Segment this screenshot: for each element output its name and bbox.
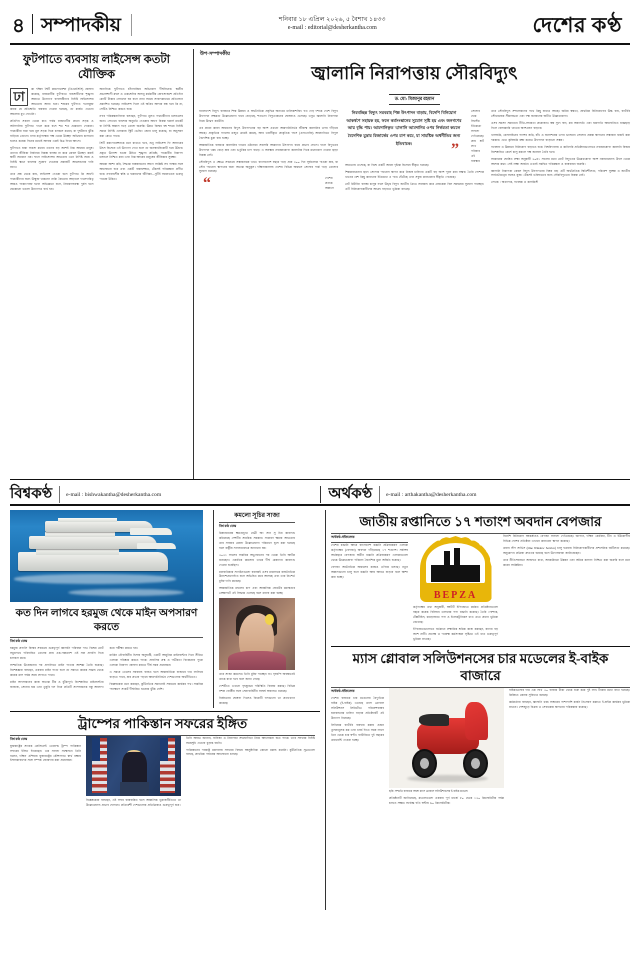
world-side-body-cont xyxy=(219,672,295,706)
paragraph: বিশ্লেষকেরা মনে করছেন, কূটনৈতিক সমাধানই সবচেয়ে কার্যকর পথ। সামরিক পদক্ষেপে সংকট দীর্ঘায়িত হওয়ার ঝুঁকি বেশি। xyxy=(109,681,203,691)
naval-warships-photo xyxy=(10,510,203,602)
paragraph: দেশের প্রত্যন্ত অঞ্চলে সোলার হোম সিস্টেম ইতিমধ্যে সাফল্য দেখিয়েছে। প্রায় ষাট লাখ পরিবার এই ব্যবস্থার আওতায় এসেছে, যা বিশ্বে একটি অনন্য দৃষ্টান্ত হিসেবে স্বীকৃত হয়েছে। xyxy=(325,109,484,191)
e-bike-caption: ছবি: সম্প্রতি বাজারে আসা ম্যাস গ্লোবাল সলিউশনসের ই-বাইক মডেল। xyxy=(389,789,469,794)
paragraph: কর্মকর্তারা বলছেন, জ্বালানি খরচ সাশ্রয়ের পাশাপাশি কার্বন নিঃসরণ কমাতে ই-বাইক কার্যকর ভূমিকা রাখবে। দেশজুড়ে বিক্রয় ও সেবাকেন্দ্র স্থাপনের পরিকল্পনা রয়েছে। xyxy=(509,700,630,710)
paragraph: সাম্প্রতিক উত্তেজনার পর প্রণালিতে মাইন পাতার আশঙ্কা তৈরি হয়েছে। বিশেষজ্ঞরা বলছেন, একবার মাইন পাতা হলে তা সরাতে কয়েক সপ্তাহ থেকে কয়েক মাস পর্যন্ত সময় লাগতে পারে। xyxy=(10,663,104,677)
section-divider xyxy=(59,486,60,503)
paragraph: খাসজমি, রেললাইনের পাশের জমি, বাঁধ ও জলাশয়ের ওপর ভাসমান সোলার প্রকল্প স্থাপনের সম্ভাবনা যাচাই করা দরকার। এতে কৃষিজমি রক্ষা করেও উৎপাদন বাড়ানো সম্ভব। xyxy=(491,133,630,142)
pull-quote-text: নিরবচ্ছিন্ন বিদ্যুৎ সরবরাহ শিল্প উৎপাদন বাড়ায়, বিদেশি বিনিয়োগ আকর্ষণে সহায়ক হয়, ফলে কর্মসংস্থানের সুযোগ সৃষ্টি হয় এবং জনগণের আয় বৃদ্ধি পায়। আমদানিকৃত জ্বালানি আমদানির ওপর নির্ভরতা কমলে বৈদেশিক মুদ্রার রিজার্ভের ওপর চাপ কমে, যা সামষ্টিক অর্থনীতির জন্য ইতিবাচক। xyxy=(346,110,462,146)
economy-col1 xyxy=(331,534,413,643)
paragraph: বিদেশি বিনিয়োগ আকর্ষণেও বেপজা সাফল্য দেখিয়েছে। জাপান, দক্ষিণ কোরিয়া, চীন ও ইউরোপীয় বিভিন্ন দেশের প্রতিষ্ঠান এখানে কারখানা স্থাপন করেছে। xyxy=(503,534,630,543)
economy-main-reporter: অর্থকণ্ঠ প্রতিবেদক xyxy=(331,535,355,539)
economy-main-headline: জাতীয় রপ্তানিতে ১৭ শতাংশ অবদান বেপজার xyxy=(359,514,602,529)
paragraph: ইপিজেডগুলোতে বর্তমানে লক্ষাধিক শ্রমিক কাজ করছেন, যাদের বড় অংশ নারী। প্রত্যক্ষ ও পরোক্ষ কর্মসংস্থান সৃষ্টিতে এই খাত গুরুত্বপূর্ণ ভূমিকা রাখছে। xyxy=(413,626,498,641)
issue-date: শনিবার ১৮ এপ্রিল ২০২৬, ৫ বৈশাখ ১৪৩৩ xyxy=(278,16,386,24)
paragraph: মিয়ানমারের ক্ষমতাচ্যুত নেত্রী অং সান সু চির কারাদণ্ড কমিয়েছে দেশটির সামরিক সরকার। সাধারণ ক্ষমার আওতায় তার সাজার মেয়াদ উল্লেখযোগ্য পরিমাণে হ্রাস করা হয়েছে বলে রাষ্ট্রীয় সংবাদমাধ্যমে জানানো হয়। xyxy=(219,531,295,550)
section-divider-2 xyxy=(379,486,380,503)
masthead-rule xyxy=(10,43,630,45)
paper-logo: দেশের কণ্ঠ xyxy=(532,13,622,37)
paragraph: অন্যদিকে ফুটপাতে চাঁদাবাজির অভিযোগ দীর্ঘদিনের। স্থানীয় প্রভাবশালী মহল ও একশ্রেণির অসাধু কর্মচারীর যোগসাজশে প্রতিদিন কোটি টাকার লেনদেন হয় বলে নানা সময়ে সংবাদমাধ্যমে প্রতিবেদন প্রকাশিত হয়েছে। লাইসেন্স দিলে এই অবৈধ আদায় বন্ধ হবে কি না, সেটিও নিশ্চিত করতে হবে। xyxy=(99,87,183,112)
paragraph: ফুটপাতে যারা ব্যবসা করেন তাদের বড় অংশই নিম্ন আয়ের মানুষ। তাদের জীবিকা নির্বাহের বিকল্প ব্যবস্থা না করে কেবল উচ্ছেদ করাই স্থায়ী সমাধান নয়। ফলে লাইসেন্সের আওতায় এনে নির্দিষ্ট সময় ও নির্দিষ্ট স্থানে ব্যবসার সুযোগ দেওয়ার প্রস্তাবটি আলোচনার দাবি রাখে। xyxy=(10,145,94,170)
ebike-body3 xyxy=(509,688,630,710)
paragraph: এর প্রধান কারণ আমাদের বিদ্যুৎ উৎপাদনের বড় অংশ এখনো আমদানিনির্ভর জীবাশ্ম জ্বালানির ওপর দাঁড়িয়ে আছে। প্রাকৃতিক গ্যাসের মজুত ক্রমেই কমছে, আর তরলীকৃত প্রাকৃতিক গ্যাস (এলএনজি) আমদানিতে বিপুল বৈদেশিক মুদ্রা ব্যয় হচ্ছে। xyxy=(199,126,338,140)
economy-body2 xyxy=(413,605,498,641)
paragraph: আন্তর্জাতিক মহলের চাপ এবং আঞ্চলিক জোটের মধ্যস্থতার প্রেক্ষাপটে এই সিদ্ধান্ত এসেছে বলে ধারণা করা হচ্ছে। xyxy=(219,586,295,596)
paragraph: পাকিস্তানের পররাষ্ট্র মন্ত্রণালয় সফরের বিষয়ে আনুষ্ঠানিক কোনো মন্তব্য করেনি। কূটনৈতিক সূত্রগুলো বলছে, প্রাথমিক পর্যায়ের আলোচনা চলছে। xyxy=(186,747,315,757)
section-economy-email[interactable]: e-mail : arthakantha@desherkantha.com xyxy=(386,491,477,498)
world-bottom-body2 xyxy=(86,798,181,808)
ebike-photo-col xyxy=(389,688,509,807)
paragraph: নির্বাচনের ঘোষণা দিলেও বিরোধী দলগুলো তা প্রত্যাখ্যান করেছে। xyxy=(219,695,295,705)
economy-section xyxy=(331,510,630,910)
world-bottom-body1 xyxy=(10,744,81,764)
left-editorial-title: ফুটপাতে ব্যবসায় লাইসেন্স কতটা যৌক্তিক xyxy=(23,54,170,81)
section-world-name: বিশ্বকণ্ঠ xyxy=(10,486,53,502)
left-editorial-column xyxy=(10,49,188,479)
paragraph: সৌরবিদ্যুৎ এ ক্ষেত্রে সবচেয়ে সম্ভাবনাময় খাত। বাংলাদেশে বছরে গড়ে প্রায় ৩০০ দিন সূর্যালোক পাওয়া যায়, যা সৌর প্যানেল স্থাপনের জন্য অত্যন্ত অনুকূল। দক্ষিণাঞ্চলসহ দেশের বিভিন্ন অঞ্চলে সোলার পার্ক গড়ে তোলার সুযোগ রয়েছে। xyxy=(199,159,338,174)
trump-podium-photo xyxy=(86,736,181,796)
section-banner-row xyxy=(10,486,630,503)
paragraph: এসব সমস্যা সমাধানে নীতি-সহায়তা প্রয়োজন। স্বল্প সুদে ঋণ, কর অব্যাহতি এবং যন্ত্রপাতি আমদানিতে শুল্কছাড় দিলে বেসরকারি খাতের অংশগ্রহণ বাড়বে। xyxy=(491,121,630,131)
economy-bottom-headline: ম্যাস গ্লোবাল সলিউশনসের চার মডেলের ই-বাইক বাজারে xyxy=(352,651,609,684)
paragraph: মার্কিন নৌবাহিনীর হিসাব অনুযায়ী, একটি আধুনিক মাইনহান্টার দিনে সীমিত এলাকা পরিষ্কার করতে পারে। প্রণালির প্রস্থ ও গভীরতা বিবেচনায় পুরো এলাকা নিরাপদ ঘোষণা করতে দীর্ঘ সময় প্রয়োজন। xyxy=(109,653,203,668)
paragraph: বাংলাদেশ বিদ্যুৎ ব্যবহারে শিল্প উন্নয়ন ও অর্থনৈতিক প্রবৃদ্ধির অন্যতম চালিকাশক্তি। গত দেড় দশকে দেশে বিদ্যুৎ উৎপাদন সক্ষমতা উল্লেখযোগ্য হারে বেড়েছে, শতভাগ বিদ্যুতায়নের ঘোষণাও এসেছে। তবুও জ্বালানি নিরাপত্তা নিয়ে উদ্বেগ কাটেনি। xyxy=(199,109,338,124)
economy-main-row xyxy=(331,534,630,643)
masthead xyxy=(10,8,630,42)
world-main-reporter: বিশ্ব কণ্ঠ ডেস্ক xyxy=(10,639,28,644)
world-bottom-rule xyxy=(10,711,320,712)
economy-body1 xyxy=(331,543,408,579)
paragraph: বেপজা অর্থনৈতিক অঞ্চলের কাজও এগিয়ে চলছে। নতুন অঞ্চলগুলো চালু হলে রপ্তানি আয় আরও বাড়বে বলে আশা করা হচ্ছে। xyxy=(331,564,408,579)
section-bottom-rule xyxy=(10,504,630,506)
editorial-email[interactable]: e-mail : editorial@desherkantha.com xyxy=(287,25,377,32)
world-bottom-row xyxy=(10,736,315,810)
paragraph: দেশের বাজারে চার মডেলের বৈদ্যুতিক বাইক (ই-বাইক) এনেছে ম্যাস গ্লোবাল সলিউশনস লিমিটেড। পরিবেশবান্ধব যানবাহনের চাহিদা বাড়ায় প্রতিষ্ঠানটি এই উদ্যোগ নিয়েছে। xyxy=(331,696,384,721)
ebike-body2 xyxy=(389,796,504,806)
paragraph: নগর পরিকল্পনাবিদরা বলছেন, ফুটপাত মূলত পথচারীদের চলাচলের জন্য। সেখানে ব্যবসার অনুমতি দেওয়ার আগে বিকল্প হকার্স মার্কেট বা নির্দিষ্ট অঞ্চল গড়ে তোলা জরুরি। উন্নত বিশ্বের বহু শহরে নির্দিষ্ট সময়ে নির্দিষ্ট এলাকায় স্ট্রিট ভেন্ডিং জোন চালু রয়েছে, যা অনুসরণ করা যেতে পারে। xyxy=(99,114,183,138)
economy-logo-col xyxy=(413,534,503,643)
world-bottom-body3 xyxy=(186,736,315,758)
paragraph: গবেষণা ও উন্নয়নে বিনিয়োগ বাড়াতে হবে। বিশ্ববিদ্যালয় ও কারিগরি প্রতিষ্ঠানগুলোতে নবায়নযোগ্য জ্বালানি বিষয়ে বিশেষায়িত কোর্স চালু করলে দক্ষ জনবল তৈরি হবে। xyxy=(491,144,631,154)
e-bike-photo xyxy=(389,688,504,788)
economy-col3 xyxy=(503,534,630,643)
world-main-body xyxy=(10,646,203,691)
paragraph: আন্তর্জাতিক বাজারে জ্বালানির দামের ওঠানামা সরাসরি আমাদের উৎপাদন ব্যয়ে প্রভাব ফেলে। ফলে বিদ্যুতের উৎপাদন খরচ বেড়ে যায় এবং ভর্তুকির চাপ বাড়ে। এ অবস্থায় নবায়নযোগ্য জ্বালানির দিকে মনোযোগ দেওয়া ছাড়া বিকল্প নেই। xyxy=(199,142,338,157)
paragraph: তিনি আরও জানান, বাণিজ্য ও নিরাপত্তা সহযোগিতা নিয়ে আলোচনা হতে পারে। তবে সফরের নির্দিষ্ট সময়সূচি এখনো চূড়ান্ত হয়নি। xyxy=(186,735,315,745)
paragraph: দেশের রপ্তানি আয়ে বাংলাদেশ রপ্তানি প্রক্রিয়াকরণ এলাকা কর্তৃপক্ষের (বেপজা) অবদান দাঁড়িয়েছে ১৭ শতাংশ। সর্বশেষ অর্থবছরে বেপজার অধীন রপ্তানি প্রক্রিয়াকরণ এলাকাগুলো থেকে উল্লেখযোগ্য পরিমাণ বৈদেশিক মুদ্রা অর্জিত হয়েছে। xyxy=(331,543,408,562)
paragraph: তবে সৌরবিদ্যুৎ সম্প্রসারণের পথে কিছু বাধাও আছে। জমির স্বল্পতা, প্রাথমিক বিনিয়োগের উচ্চ ব্যয়, ব্যাটারি স্টোরেজের সীমাবদ্ধতা এবং দক্ষ জনবলের ঘাটতি উল্লেখযোগ্য। xyxy=(491,109,630,119)
main-headline: জ্বালানি নিরাপত্তায় সৌরবিদ্যুৎ xyxy=(311,63,518,83)
suu-kyi-photo xyxy=(219,598,295,670)
paragraph: এ সময়ে তেলের সরবরাহ ব্যাহত হলে আন্তর্জাতিক বাজারে দাম লাফিয়ে বাড়তে পারে, যার প্রভাব পড়বে আমদানিনির্ভর দেশগুলোর অর্থনীতিতে। xyxy=(109,669,203,679)
economy-bottom-reporter: অর্থকণ্ঠ প্রতিবেদক xyxy=(331,689,355,694)
byline-wrap xyxy=(199,87,630,105)
world-bottom-col1 xyxy=(10,736,86,810)
world-side-story xyxy=(219,510,295,708)
paragraph: নেট মিটারিং ব্যবস্থা চালুর ফলে উদ্বৃত্ত বিদ্যুৎ জাতীয় গ্রিডে সরবরাহ করে গ্রাহকেরা বিল সমন্বয়ের সুযোগ পাচ্ছেন। এটি বিনিয়োগকারীদের আগ্রহ বাড়াতে ভূমিকা রাখছে। xyxy=(345,182,484,192)
bepza-wordmark: BEPZA xyxy=(433,589,478,601)
world-main-story xyxy=(10,510,208,708)
hairline xyxy=(219,522,295,523)
section-top-rule xyxy=(10,479,630,480)
world-top-row xyxy=(10,510,320,708)
paragraph: ওয়ান স্টপ সার্ভিস (One Window Service) চালু হওয়ায় বিনিয়োগকারীদের প্রশাসনিক জটিলতা কমেছে। অনুমোদন প্রক্রিয়া দ্রুততর হয়েছে বলে উদ্যোক্তারা জানিয়েছেন। xyxy=(503,545,630,555)
paragraph: মানবাধিকার সংগঠনগুলো বরাবরই এসব মামলাকে রাজনৈতিক উদ্দেশ্যপ্রণোদিত বলে অভিহিত করে আসছে এবং তার নিঃশর্ত মুক্তি দাবি করেছে। xyxy=(219,569,295,584)
paragraph: তবে নীতিসহায়তা অব্যাহত রাখা, অবকাঠামো উন্নয়ন এবং শ্রমিক কল্যাণ নিশ্চিত করা জরুরি বলে মনে করেন সংশ্লিষ্টরা। xyxy=(503,557,630,567)
main-editorial-column xyxy=(199,49,630,479)
editorial-kicker: উপ-সম্পাদকীয় xyxy=(200,52,231,57)
page-number: ৪ xyxy=(12,15,25,37)
lower-block xyxy=(10,510,630,910)
paragraph: বাইকগুলোর দাম এক লাখ ২০ হাজার টাকা থেকে শুরু করে দুই লাখ টাকার মধ্যে রাখা হয়েছে। কিস্তিতে কেনার সুবিধাও রয়েছে। xyxy=(509,688,630,698)
world-side-body xyxy=(219,531,295,596)
author-byline: ড. মো: মিজানুর রহমান xyxy=(389,94,441,105)
main-column-divider xyxy=(325,510,326,910)
drop-cap: ঢা xyxy=(10,88,28,105)
world-side-headline: কমলো সূচির সাজা xyxy=(234,512,280,519)
paragraph: প্রতিষ্ঠানটি জানিয়েছে, মডেলগুলো একবার পূর্ণ চার্জে ৮০ থেকে ১২০ কিলোমিটার পর্যন্ত চলতে সক্ষম। সর্বোচ্চ গতি ঘণ্টায় ৬০ কিলোমিটার। xyxy=(389,795,504,805)
economy-bottom-rule xyxy=(331,646,630,647)
world-bottom-col3 xyxy=(186,736,315,810)
paragraph: আমরা আশা করি, সিদ্ধান্ত বাস্তবায়নের আগে সংশ্লিষ্ট সব পক্ষের সঙ্গে আলোচনা হবে এবং একটি বাস্তবসম্মত, টেকসই পরিকল্পনা প্রণীত হবে। নগরবাসীর স্বস্তি ও হকারদের জীবিকা—দুটিই সমানভাবে গুরুত্ব পাওয়া উচিত। xyxy=(99,162,183,182)
quote-open-icon: “ xyxy=(203,175,211,193)
paragraph: সিটি করপোরেশনকে মনে রাখতে হবে, শুধু লাইসেন্স ফি আদায়ের উৎস হিসেবে এই উদ্যোগ দেখা হলে তা জনস্বার্থবিরোধী হয়ে উঠবে। প্রকৃত উদ্দেশ্য হওয়া উচিত শৃঙ্খলা প্রতিষ্ঠা, পথচারীর নিরাপদ চলাচল নিশ্চিত করা এবং নিম্ন আয়ের মানুষের জীবিকার সুরক্ষা। xyxy=(99,140,183,160)
paragraph: বিশ্লেষকেরা বলছেন, এই সফর বাস্তবায়িত হলে আঞ্চলিক ভূরাজনীতিতে তা উল্লেখযোগ্য প্রভাব ফেলবে। প্রতিবেশী দেশগুলোর প্রতিক্রিয়াও গুরুত্বপূর্ণ হবে। xyxy=(86,797,181,807)
paragraph: প্রতিদিন সকাল থেকে রাত পর্যন্ত রাজধানীর প্রধান সড়ক ও অলিগলির ফুটপাত দখল করে বসে শত শত ভ্রাম্যমাণ দোকান। পথচারীরা বাধ্য হয়ে মূল সড়ক দিয়ে চলাচল করেন, যা দুর্ঘটনার ঝুঁকি বাড়িয়ে তোলে। নগর কর্তৃপক্ষের পক্ষ থেকে উচ্ছেদ অভিযান চালানো হলেও কয়েক দিনের মধ্যেই আবার একই চিত্র ফিরে আসে। xyxy=(10,118,94,143)
column-divider xyxy=(213,510,214,708)
section-vertical-divider xyxy=(320,486,321,503)
paragraph: সরকারের ঘোষিত লক্ষ্য অনুযায়ী ২০৪১ সালের মধ্যে মোট বিদ্যুতের উল্লেখযোগ্য অংশ নবায়নযোগ্য উৎস থেকে আসার কথা। সেই লক্ষ্য অর্জনে এখনই সমন্বিত পরিকল্পনা ও বাস্তবায়ন জরুরি। xyxy=(491,156,630,166)
ebike-body1 xyxy=(331,696,384,742)
section-world xyxy=(10,486,312,503)
economy-bottom-story xyxy=(331,650,630,807)
bepza-logo xyxy=(420,536,492,602)
ebike-col1 xyxy=(331,688,389,807)
section-economy-name: অর্থকণ্ঠ xyxy=(328,486,373,502)
world-bottom-headline: ট্রাম্পের পাকিস্তান সফরের ইঙ্গিত xyxy=(77,715,248,731)
section-title: সম্পাদকীয় xyxy=(40,15,121,37)
paragraph: লিথিয়াম ব্যাটারি ব্যবহার করায় ওজন তুলনামূলক কম এবং চার্জ দিতে সময় লাগে তিন থেকে চার ঘণ্টা। ব্যাটারিতে দুই বছরের ওয়ারেন্টি দেওয়া হচ্ছে। xyxy=(331,723,384,742)
hairline xyxy=(10,637,203,638)
column-divider xyxy=(193,49,194,479)
paragraph: হরমুজ প্রণালি বিশ্বের সবচেয়ে গুরুত্বপূর্ণ জ্বালানি পরিবহন পথ। বিশ্বের মোট সমুদ্রপথে পরিবাহিত তেলের প্রায় এক-পঞ্চমাংশ এই সরু প্রণালি দিয়ে চলাচল করে। xyxy=(10,646,104,661)
world-section xyxy=(10,510,320,910)
paragraph: মাইন অপসারণের কাজ অত্যন্ত ধীর ও ঝুঁকিপূর্ণ। বিশেষায়িত মাইনহান্টার জাহাজ, সোনার যন্ত্র এবং ডুবুরি দল দিয়ে প্রতিটি সন্দেহজনক বস্তু আলাদা করে পরীক্ষা করতে হয়। xyxy=(10,646,138,689)
section-economy xyxy=(329,486,631,503)
main-editorial-body xyxy=(199,109,630,192)
paragraph: কা দক্ষিণ সিটি করপোরেশন (ডিএনসিসি) ঘোষণা করেছে, রাজধানীর ফুটপাতে ব্যবসায়ীদের শৃঙ্খলা আনতে উদ্যোগে ব্যবসায়ীদের নির্দিষ্ট লাইসেন্সের আওতায় আনা হবে। শহরের ফুটপাত দখলমুক্ত করার যে প্রতিশ্রুতি বারবার দেওয়া হয়েছে, তা কার্যত এখনো আলোর মুখ দেখেনি। xyxy=(10,87,94,117)
paragraph: শিল্পকারখানার ছাদে সোলার প্যানেল স্থাপন করে নিজস্ব চাহিদার একটি বড় অংশ পূরণ করা সম্ভব। তৈরি পোশাক খাতের বেশ কিছু কারখানা ইতিমধ্যে এ পথে হেঁটেছে এবং সবুজ কারখানার স্বীকৃতি পেয়েছে। xyxy=(345,170,484,180)
economy-body3 xyxy=(503,534,630,568)
quote-close-icon: ” xyxy=(451,141,459,159)
world-side-reporter: বিশ্ব কণ্ঠ ডেস্ক xyxy=(219,524,237,529)
paragraph: দেশটিতে এখনো গৃহযুদ্ধের পরিস্থিতি বিরাজ করছে। বিভিন্ন সশস্ত্র গোষ্ঠীর সঙ্গে সেনাবাহিনীর সংঘর্ষ অব্যাহত রয়েছে। xyxy=(219,683,295,693)
world-bottom-reporter: বিশ্ব কণ্ঠ ডেস্ক xyxy=(10,736,28,741)
paragraph: তবে প্রশ্ন থেকে যায়, লাইসেন্স দেওয়া হলে ফুটপাত কি আদৌ পথচারীদের জন্য উন্মুক্ত থাকবে? নাকি বৈধতার আড়ালে দখলদারিত্ব আরও পাকাপোক্ত হবে? অভিজ্ঞতা বলে, নিয়ন্ত্রণব্যবস্থা দুর্বল হলে যেকোনো ভালো উদ্যোগও ব্যর্থ হয়। xyxy=(10,172,94,191)
economy-bottom-row xyxy=(331,688,630,807)
paragraph: ২০২১ সালের সামরিক অভ্যুত্থানের পর থেকে তিনি আটক রয়েছেন। একাধিক মামলায় তাকে দীর্ঘ মেয়াদের কারাদণ্ড দেওয়া হয়েছিল। xyxy=(219,552,295,567)
masthead-center xyxy=(132,15,533,36)
world-bottom-photo-col xyxy=(86,736,186,810)
paragraph: তবে সাজা কমলেও তিনি মুক্তি পাচ্ছেন না। গৃহবন্দি অবস্থাতেই তাকে রাখা হবে বলে জানা গেছে। xyxy=(219,672,295,682)
world-bottom-story xyxy=(10,715,320,810)
paragraph: কর্তৃপক্ষের তথ্য অনুযায়ী, আটটি ইপিজেডে কর্মরত প্রতিষ্ঠানগুলো বছরে কয়েক বিলিয়ন ডলারের পণ্য রপ্তানি করেছে। তৈরি পোশাক, টেক্সটাইল, চামড়াজাত পণ্য ও ইলেকট্রনিকস খাত এতে প্রধান ভূমিকা রেখেছে। xyxy=(413,605,498,624)
top-block xyxy=(10,49,630,479)
left-editorial-body xyxy=(10,87,183,191)
paragraph: যুক্তরাষ্ট্রের সাবেক প্রেসিডেন্ট ডোনাল্ড ট্রাম্প পাকিস্তান সফরের ইঙ্গিত দিয়েছেন। এক সংবাদ সম্মেলনে তিনি বলেন, দক্ষিণ এশিয়ায় যুক্তরাষ্ট্রের কৌশলগত স্বার্থ রক্ষায় ইসলামাবাদের সঙ্গে সম্পর্ক জোরদার করা প্রয়োজন। xyxy=(10,743,81,763)
section-world-email[interactable]: e-mail : bishwakantha@desherkantha.com xyxy=(66,491,162,498)
paragraph: জ্বালানি নিরাপত্তা কেবল বিদ্যুৎ উৎপাদনের বিষয় নয়; এটি অর্থনৈতিক স্থিতিশীলতা, পরিবেশ সুরক্ষা ও জাতীয় সার্বভৌমত্বের সঙ্গেও যুক্ত। টেকসই ভবিষ্যতের জন্য সৌরবিদ্যুতের বিকল্প নেই। xyxy=(491,168,630,178)
world-main-headline: কত দিন লাগবে হরমুজ থেকে মাইন অপসারণ করতে xyxy=(15,608,198,633)
factory-icon xyxy=(431,565,480,582)
paragraph: লেখক : অধ্যাপক, গবেষক ও কলামিস্ট xyxy=(491,180,538,185)
ebike-col3 xyxy=(509,688,630,807)
